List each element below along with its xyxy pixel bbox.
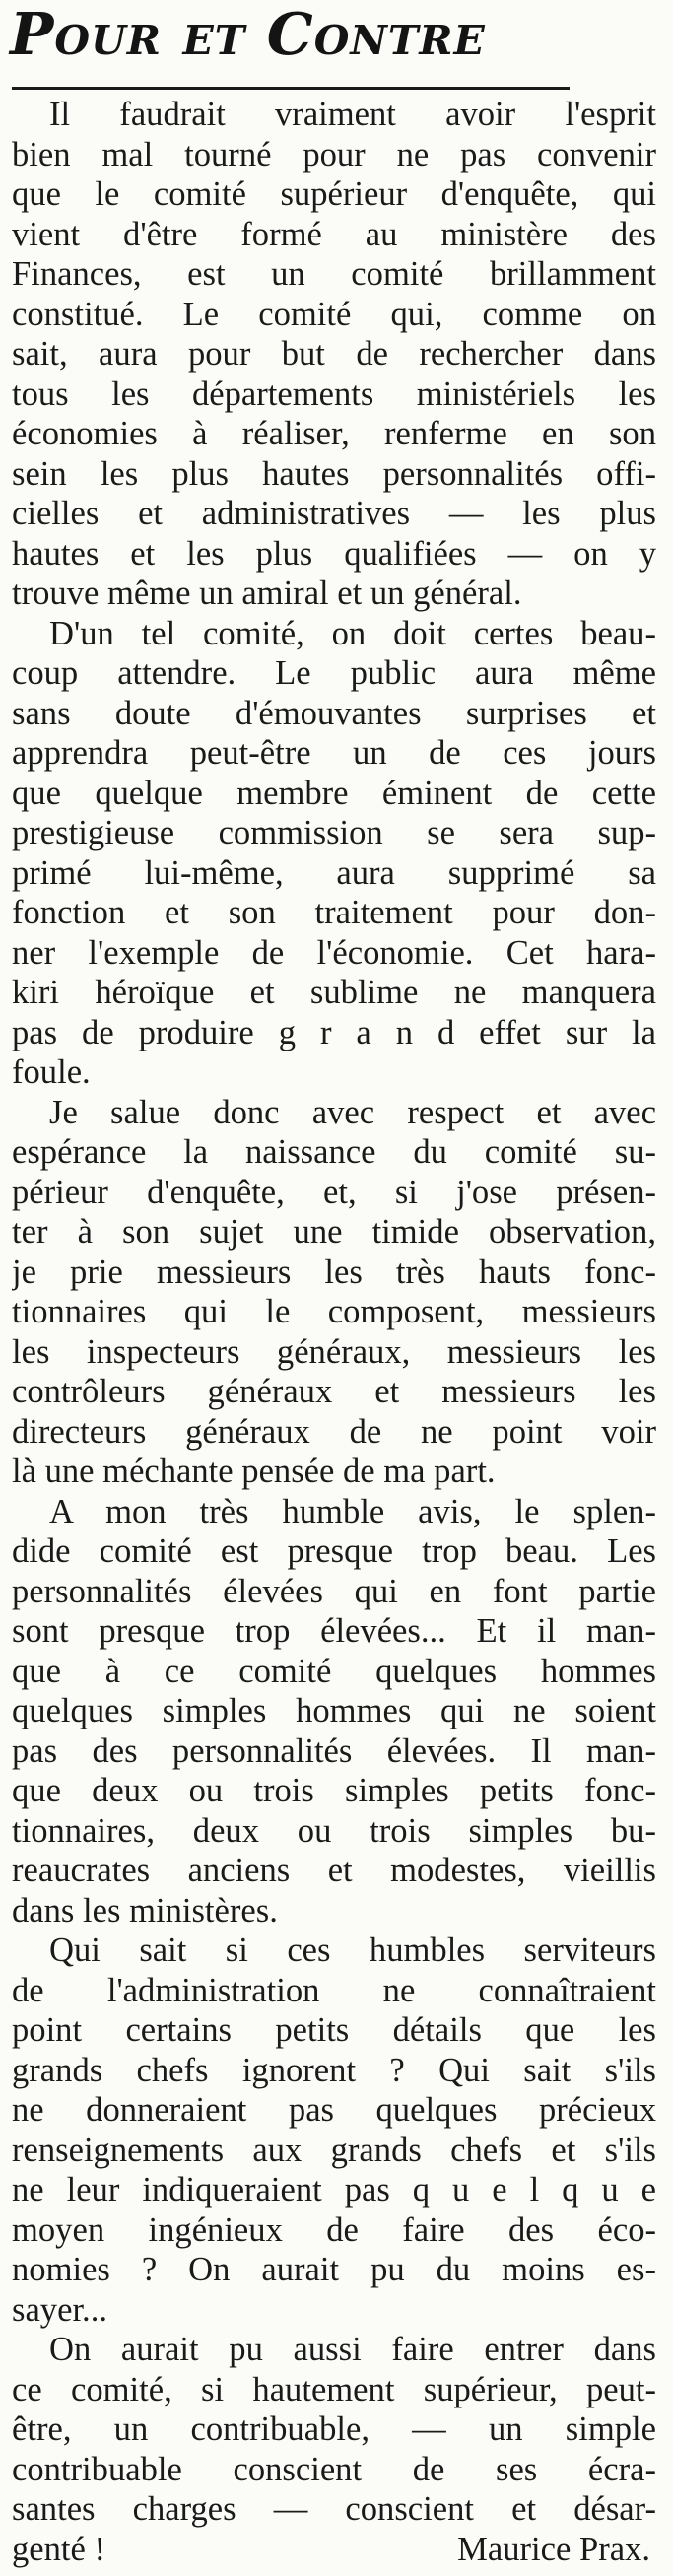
text-line: ner l'exemple de l'économie. Cet hara-	[12, 933, 656, 972]
text-line: Il faudrait vraiment avoir l'esprit	[49, 96, 656, 133]
text-line: périeur d'enquête, et, si j'ose présen-	[12, 1173, 656, 1211]
text-line: économies à réaliser, renferme en son	[12, 415, 656, 452]
text-line: sont presque trop élevées... Et il man-	[12, 1612, 656, 1650]
text-line: dide comité est presque trop beau. Les	[12, 1532, 656, 1570]
text-line: Je salue donc avec respect et avec	[49, 1093, 656, 1131]
signature-line	[12, 2530, 656, 2570]
text-line: être, un contribuable, — un simple	[12, 2410, 656, 2448]
text-line: tionnaires qui le composent, messieurs	[12, 1293, 656, 1330]
text-line: sayer...	[12, 2290, 107, 2329]
text-line: ter à son sujet une timide observation,	[12, 1213, 656, 1251]
text-line: renseignements aux grands chefs et s'ils	[12, 2131, 656, 2169]
article-paragraph	[12, 95, 656, 614]
closing-text: genté !	[12, 2530, 106, 2568]
article-title: Pour et Contre	[10, 0, 486, 68]
article-paragraph	[12, 1093, 656, 1492]
text-line: sein les plus hautes personnalités offi-	[12, 454, 656, 493]
text-line: A mon très humble avis, le splen-	[49, 1492, 656, 1530]
article-paragraph	[12, 2330, 656, 2530]
text-line: pas des personnalités élevées. Il man-	[12, 1731, 656, 1770]
text-line: constitué. Le comité qui, comme on	[12, 295, 656, 333]
text-line: Finances, est un comité brillamment	[12, 255, 656, 293]
text-line: de l'administration ne connaîtraient	[12, 1971, 656, 2009]
text-line: ce comité, si hautement supérieur, peut-	[12, 2370, 656, 2408]
text-line: que le comité supérieur d'enquête, qui	[12, 175, 656, 213]
title-underline	[12, 87, 570, 90]
article-paragraph	[12, 1492, 656, 1932]
text-line: contrôleurs généraux et messieurs les	[12, 1373, 656, 1410]
text-line: trouve même un amiral et un général.	[12, 575, 522, 612]
article-paragraph	[12, 1931, 656, 2330]
text-line: contribuable conscient de ses écra-	[12, 2450, 656, 2488]
author-name: Maurice Prax.	[457, 2530, 650, 2568]
text-line: On aurait pu aussi faire entrer dans	[49, 2331, 656, 2368]
text-line: sait, aura pour but de rechercher dans	[12, 335, 656, 373]
text-line: hautes et les plus qualifiées — on y	[12, 534, 656, 573]
text-line: primé lui-même, aura supprimé sa	[12, 853, 656, 892]
text-line: foule.	[12, 1053, 91, 1091]
text-line: ne donneraient pas quelques précieux	[12, 2091, 656, 2129]
text-line: kiri héroïque et sublime ne manquera	[12, 974, 656, 1011]
text-line: nomies ? On aurait pu du moins es-	[12, 2251, 656, 2288]
text-line: là une méchante pensée de ma part.	[12, 1453, 496, 1490]
text-line: coup attendre. Le public aura même	[12, 654, 656, 692]
text-line: espérance la naissance du comité su-	[12, 1133, 656, 1171]
text-line: directeurs généraux de ne point voir	[12, 1412, 656, 1451]
text-line: quelques simples hommes qui ne soient	[12, 1692, 656, 1729]
text-line: santes charges — conscient et désar-	[12, 2490, 656, 2528]
text-line: ne leur indiqueraient pas q u e l q u e	[12, 2171, 656, 2208]
text-line: vient d'être formé au ministère des	[12, 215, 656, 253]
text-line: dans les ministères.	[12, 1891, 278, 1930]
text-line: tous les départements ministériels les	[12, 374, 656, 413]
text-line: que quelque membre éminent de cette	[12, 774, 656, 812]
text-line: sans doute d'émouvantes surprises et	[12, 694, 656, 732]
text-line: pas de produire g r a n d effet sur la	[12, 1013, 656, 1051]
text-line: D'un tel comité, on doit certes beau-	[49, 614, 656, 652]
text-line: que deux ou trois simples petits fonc-	[12, 1772, 656, 1809]
article-paragraph	[12, 614, 656, 1093]
text-line: point certains petits détails que les	[12, 2011, 656, 2049]
text-line: Qui sait si ces humbles serviteurs	[49, 1932, 656, 1969]
text-line: bien mal tourné pour ne pas convenir	[12, 135, 656, 173]
text-line: tionnaires, deux ou trois simples bu-	[12, 1811, 656, 1850]
text-line: grands chefs ignorent ? Qui sait s'ils	[12, 2051, 656, 2089]
text-line: reaucrates anciens et modestes, vieillis	[12, 1852, 656, 1889]
text-line: les inspecteurs généraux, messieurs les	[12, 1332, 656, 1371]
text-line: personnalités élevées qui en font partie	[12, 1572, 656, 1610]
article-body	[12, 95, 656, 2569]
text-line: que à ce comité quelques hommes	[12, 1652, 656, 1690]
text-line: moyen ingénieux de faire des éco-	[12, 2210, 656, 2249]
text-line: cielles et administratives — les plus	[12, 495, 656, 532]
text-line: je prie messieurs les très hauts fonc-	[12, 1253, 656, 1291]
text-line: prestigieuse commission se sera sup-	[12, 814, 656, 851]
text-line: fonction et son traitement pour don-	[12, 894, 656, 931]
text-line: apprendra peut-être un de ces jours	[12, 734, 656, 772]
